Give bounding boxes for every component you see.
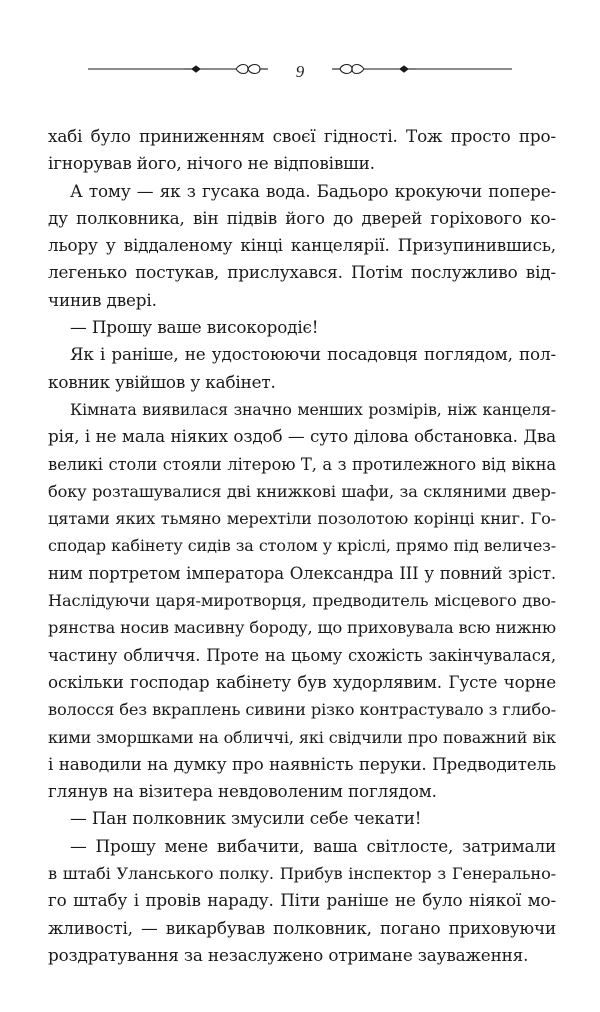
- text-line: жливості, — викарбував полковник, погано приховуючи: [48, 917, 556, 938]
- text-line: сподар кабінету сидів за столом у кріслі, прямо під величез-: [48, 536, 556, 556]
- text-line: — Пан полковник змусили себе чекати!: [70, 808, 422, 829]
- paragraph: [48, 805, 556, 832]
- text-line: льору у віддаленому кінці канцелярії. Призупинившись,: [48, 235, 556, 256]
- text-line: ним портретом імператора Олександра III у повний зріст.: [48, 563, 556, 583]
- paragraph: [48, 314, 556, 341]
- page-header: [88, 58, 512, 82]
- paragraph: [48, 341, 556, 396]
- text-line: ігнорував його, нічого не відповівши.: [48, 153, 375, 174]
- text-line: хабі було приниженням своєї гідності. Тож просто про-: [48, 126, 556, 146]
- paragraph: [48, 396, 556, 805]
- text-line: роздратування за незаслужено отримане зауваження.: [48, 944, 529, 965]
- text-line: Як і раніше, не удостоюючи посадовця поглядом, пол-: [70, 344, 556, 365]
- body-text: [48, 123, 556, 969]
- text-line: в штабі Уланського полку. Прибув інспектор з Генерально-: [48, 864, 556, 884]
- text-line: чинив двері.: [48, 289, 157, 310]
- text-line: глянув на візитера невдоволеним поглядом.: [48, 781, 437, 802]
- text-line: — Прошу мене вибачити, ваша світлосте, затримали: [70, 835, 556, 856]
- text-line: і наводили на думку про наявність перуки. Предводитель: [48, 753, 556, 774]
- text-line: ковник увійшов у кабінет.: [48, 371, 276, 392]
- text-line: кими зморшками на обличчі, які свідчили про поважний вік: [48, 727, 556, 747]
- text-line: — Прошу ваше високородіє!: [70, 317, 319, 338]
- page-number: 9: [295, 62, 305, 81]
- paragraph: [48, 178, 556, 314]
- paragraph: [48, 123, 556, 178]
- text-line: цятами яких тьмяно мерехтіли позолотою корінці книг. Го-: [48, 509, 556, 529]
- text-line: легенько постукав, прислухався. Потім послужливо від-: [48, 262, 556, 283]
- text-line: ду полковника, він підвів його до дверей горіхового ко-: [48, 207, 556, 228]
- text-line: Кімната виявилася значно менших розмірів, ніж канцеля-: [70, 399, 556, 419]
- paragraph: [48, 833, 556, 969]
- text-line: великі столи стояли літерою Т, а з протилежного від вікна: [48, 454, 556, 474]
- text-line: оскільки господар кабінету був худорлявим. Густе чорне: [48, 671, 556, 692]
- text-line: рія, і не мала ніяких оздоб — суто ділова обстановка. Два: [48, 426, 556, 447]
- text-line: А тому — як з гусака вода. Бадьоро крокуючи попере-: [70, 180, 556, 201]
- text-line: волосся без вкраплень сивини різко контрастувало з глибо-: [48, 700, 556, 720]
- text-line: Наслідуючи царя-миротворця, предводитель місцевого дво-: [48, 591, 556, 611]
- text-line: частину обличчя. Проте на цьому схожість закінчувалася,: [48, 645, 556, 665]
- text-line: боку розташувалися дві книжкові шафи, за скляними двер-: [48, 481, 556, 501]
- text-line: го штабу і провів нараду. Піти раніше не було ніякої мо-: [48, 890, 556, 911]
- text-line: рянства носив масивну бороду, що приховувала всю нижню: [48, 618, 556, 638]
